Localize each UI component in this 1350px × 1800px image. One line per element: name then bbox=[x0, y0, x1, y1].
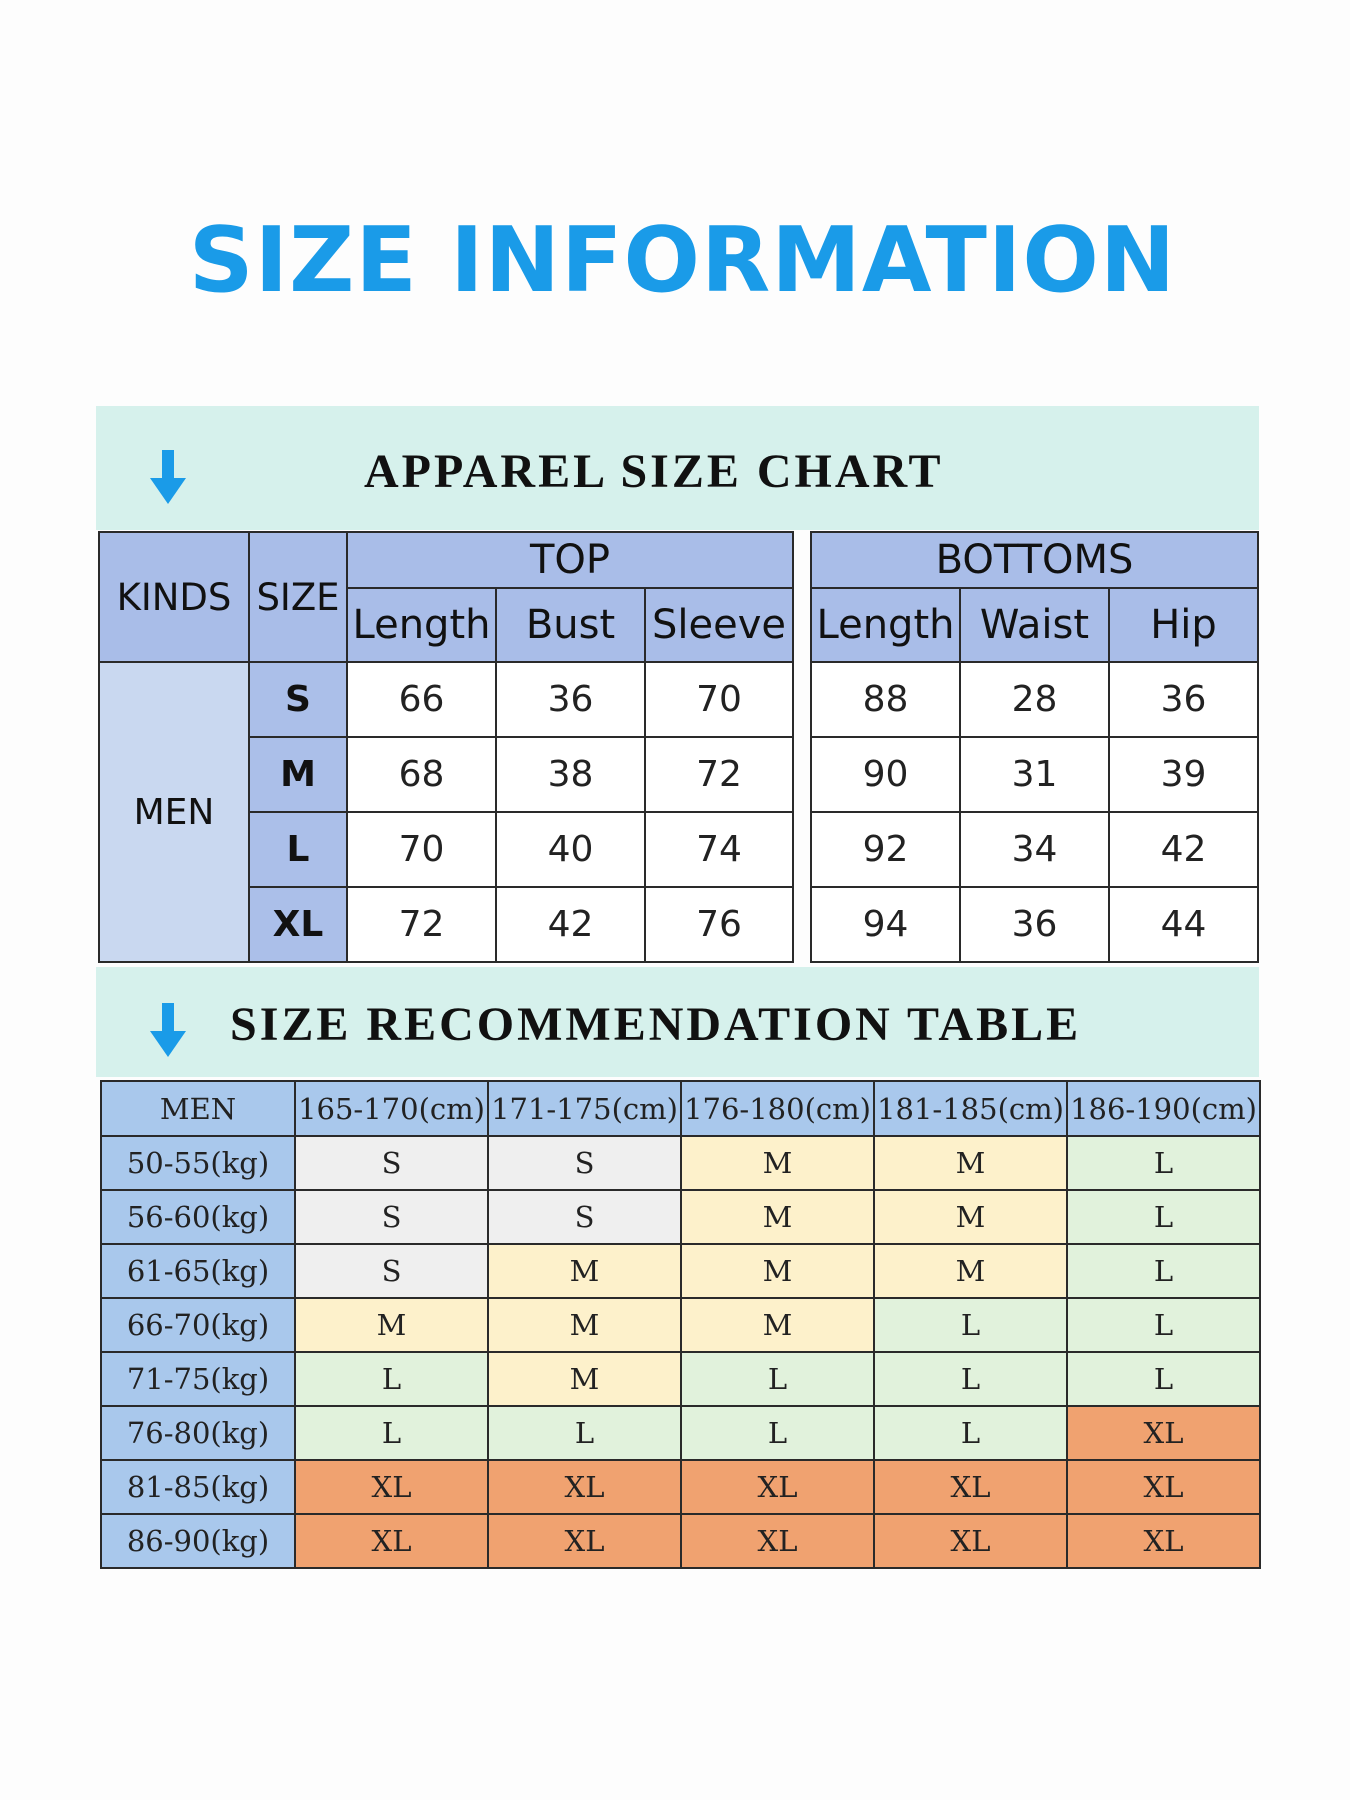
height-range-header: 171-175(cm) bbox=[488, 1081, 681, 1136]
recommended-size-cell: S bbox=[295, 1244, 488, 1298]
recommended-size-cell: M bbox=[488, 1244, 681, 1298]
apparel-size-chart-top-table bbox=[98, 531, 794, 963]
top-bust-cell: 36 bbox=[496, 662, 645, 737]
recommended-size-cell: L bbox=[1067, 1190, 1260, 1244]
size-recommendation-heading: SIZE RECOMMENDATION TABLE bbox=[230, 998, 1082, 1051]
bottoms-group-header: BOTTOMS bbox=[811, 532, 1258, 588]
weight-range-cell: 66-70(kg) bbox=[101, 1298, 295, 1352]
bottoms-length-cell: 94 bbox=[811, 887, 960, 962]
table-row bbox=[101, 1406, 1260, 1460]
recommended-size-cell: L bbox=[874, 1352, 1067, 1406]
recommended-size-cell: L bbox=[1067, 1244, 1260, 1298]
recommended-size-cell: M bbox=[681, 1136, 874, 1190]
recommended-size-cell: L bbox=[295, 1352, 488, 1406]
bottoms-hip-cell: 42 bbox=[1109, 812, 1258, 887]
bottoms-hip-cell: 36 bbox=[1109, 662, 1258, 737]
table-row bbox=[101, 1136, 1260, 1190]
page-title: SIZE INFORMATION bbox=[188, 208, 1177, 313]
recommended-size-cell: L bbox=[1067, 1136, 1260, 1190]
down-arrow-icon bbox=[148, 1003, 188, 1059]
weight-range-cell: 61-65(kg) bbox=[101, 1244, 295, 1298]
bottoms-length-cell: 92 bbox=[811, 812, 960, 887]
top-length-cell: 70 bbox=[347, 812, 496, 887]
recommended-size-cell: XL bbox=[681, 1460, 874, 1514]
height-range-header: 165-170(cm) bbox=[295, 1081, 488, 1136]
size-header: SIZE bbox=[249, 532, 347, 662]
recommended-size-cell: L bbox=[295, 1406, 488, 1460]
bottoms-hip-cell: 44 bbox=[1109, 887, 1258, 962]
recommended-size-cell: M bbox=[681, 1298, 874, 1352]
bottoms-waist-cell: 31 bbox=[960, 737, 1109, 812]
table-row bbox=[101, 1190, 1260, 1244]
recommended-size-cell: M bbox=[681, 1244, 874, 1298]
recommended-size-cell: XL bbox=[1067, 1406, 1260, 1460]
table-row bbox=[101, 1352, 1260, 1406]
recommended-size-cell: M bbox=[874, 1244, 1067, 1298]
recommended-size-cell: XL bbox=[1067, 1460, 1260, 1514]
bottoms-waist-cell: 34 bbox=[960, 812, 1109, 887]
top-length-header: Length bbox=[347, 588, 496, 662]
top-length-cell: 72 bbox=[347, 887, 496, 962]
weight-range-cell: 71-75(kg) bbox=[101, 1352, 295, 1406]
top-length-cell: 66 bbox=[347, 662, 496, 737]
top-sleeve-cell: 74 bbox=[645, 812, 793, 887]
recommended-size-cell: L bbox=[681, 1352, 874, 1406]
weight-range-cell: 81-85(kg) bbox=[101, 1460, 295, 1514]
kinds-header: KINDS bbox=[99, 532, 249, 662]
recommended-size-cell: M bbox=[874, 1190, 1067, 1244]
table-row bbox=[101, 1514, 1260, 1568]
top-sleeve-cell: 72 bbox=[645, 737, 793, 812]
apparel-size-chart-bottoms-table bbox=[810, 531, 1259, 963]
recommended-size-cell: XL bbox=[488, 1514, 681, 1568]
recommended-size-cell: M bbox=[295, 1298, 488, 1352]
recommended-size-cell: L bbox=[1067, 1298, 1260, 1352]
recommended-size-cell: M bbox=[874, 1136, 1067, 1190]
top-bust-cell: 42 bbox=[496, 887, 645, 962]
top-group-header: TOP bbox=[347, 532, 793, 588]
height-range-header: 181-185(cm) bbox=[874, 1081, 1067, 1136]
size-recommendation-table bbox=[100, 1080, 1261, 1569]
recommended-size-cell: L bbox=[1067, 1352, 1260, 1406]
bottoms-waist-cell: 36 bbox=[960, 887, 1109, 962]
apparel-size-chart-heading: APPAREL SIZE CHART bbox=[364, 445, 944, 498]
size-cell: S bbox=[249, 662, 347, 737]
apparel-size-chart-banner bbox=[96, 406, 1259, 530]
top-sleeve-cell: 70 bbox=[645, 662, 793, 737]
size-recommendation-banner bbox=[96, 967, 1259, 1077]
top-sleeve-header: Sleeve bbox=[645, 588, 793, 662]
bottoms-hip-cell: 39 bbox=[1109, 737, 1258, 812]
recommended-size-cell: L bbox=[874, 1406, 1067, 1460]
recommended-size-cell: S bbox=[295, 1136, 488, 1190]
top-length-cell: 68 bbox=[347, 737, 496, 812]
table-row bbox=[101, 1244, 1260, 1298]
weight-range-cell: 50-55(kg) bbox=[101, 1136, 295, 1190]
weight-range-cell: 86-90(kg) bbox=[101, 1514, 295, 1568]
recommended-size-cell: S bbox=[488, 1136, 681, 1190]
corner-men-header: MEN bbox=[101, 1081, 295, 1136]
table-row bbox=[101, 1298, 1260, 1352]
recommended-size-cell: XL bbox=[1067, 1514, 1260, 1568]
top-bust-header: Bust bbox=[496, 588, 645, 662]
bottoms-length-cell: 88 bbox=[811, 662, 960, 737]
bottoms-length-header: Length bbox=[811, 588, 960, 662]
recommended-size-cell: S bbox=[488, 1190, 681, 1244]
recommended-size-cell: L bbox=[488, 1406, 681, 1460]
size-cell: L bbox=[249, 812, 347, 887]
bottoms-length-cell: 90 bbox=[811, 737, 960, 812]
recommended-size-cell: M bbox=[488, 1298, 681, 1352]
height-range-header: 186-190(cm) bbox=[1067, 1081, 1260, 1136]
top-bust-cell: 38 bbox=[496, 737, 645, 812]
down-arrow-icon bbox=[148, 450, 188, 506]
recommended-size-cell: M bbox=[681, 1190, 874, 1244]
recommended-size-cell: XL bbox=[681, 1514, 874, 1568]
height-range-header: 176-180(cm) bbox=[681, 1081, 874, 1136]
recommended-size-cell: XL bbox=[295, 1514, 488, 1568]
weight-range-cell: 56-60(kg) bbox=[101, 1190, 295, 1244]
recommended-size-cell: XL bbox=[488, 1460, 681, 1514]
recommended-size-cell: S bbox=[295, 1190, 488, 1244]
recommended-size-cell: XL bbox=[874, 1514, 1067, 1568]
size-cell: M bbox=[249, 737, 347, 812]
recommended-size-cell: L bbox=[681, 1406, 874, 1460]
weight-range-cell: 76-80(kg) bbox=[101, 1406, 295, 1460]
recommended-size-cell: L bbox=[874, 1298, 1067, 1352]
recommended-size-cell: XL bbox=[874, 1460, 1067, 1514]
table-row bbox=[101, 1460, 1260, 1514]
top-sleeve-cell: 76 bbox=[645, 887, 793, 962]
recommended-size-cell: M bbox=[488, 1352, 681, 1406]
bottoms-hip-header: Hip bbox=[1109, 588, 1258, 662]
kind-men-cell: MEN bbox=[99, 662, 249, 962]
size-cell: XL bbox=[249, 887, 347, 962]
bottoms-waist-header: Waist bbox=[960, 588, 1109, 662]
bottoms-waist-cell: 28 bbox=[960, 662, 1109, 737]
top-bust-cell: 40 bbox=[496, 812, 645, 887]
recommended-size-cell: XL bbox=[295, 1460, 488, 1514]
